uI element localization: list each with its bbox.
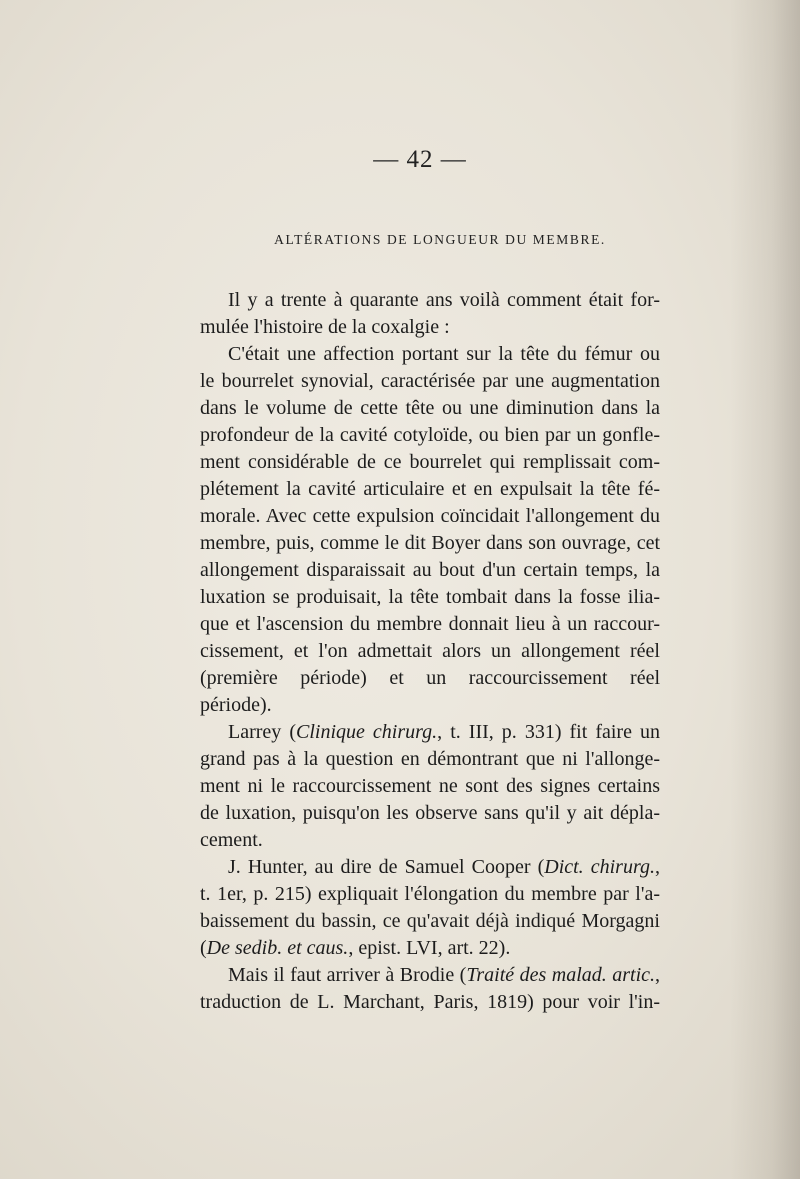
citation-title: De sedib. et caus. — [206, 937, 349, 959]
text-line: (première période) et un raccourcissement réel — [200, 667, 660, 689]
text-fragment: , — [655, 964, 660, 986]
text-line — [200, 719, 660, 746]
text-line: que et l'ascension du membre donnait lieu à un raccour- — [200, 613, 660, 635]
citation-title: Traité des malad. artic. — [466, 964, 656, 986]
citation-title: Clinique chirurg. — [295, 721, 438, 743]
text-line: ment considérable de ce bourrelet qui remplissait com- — [200, 451, 660, 473]
text-line — [200, 935, 660, 962]
text-line: cement. — [200, 829, 263, 851]
text-fragment: , — [655, 856, 660, 878]
text-line: mulée l'histoire de la coxalgie : — [200, 316, 450, 338]
text-line: Il y a trente à quarante ans voilà comment était for- — [228, 289, 660, 311]
text-line: cissement, et l'on admettait alors un allongement réel — [200, 640, 660, 662]
text-line: profondeur de la cavité cotyloïde, ou bien par un gonfle- — [200, 424, 660, 446]
text-line: baissement du bassin, ce qu'avait déjà indiqué Morgagni — [200, 910, 660, 932]
text-line: t. 1er, p. 215) expliquait l'élongation du membre par l'a- — [200, 883, 660, 905]
section-heading: ALTÉRATIONS DE LONGUEUR DU MEMBRE. — [274, 232, 606, 247]
text-line: membre, puis, comme le dit Boyer dans son ouvrage, cet — [200, 532, 660, 554]
text-line — [200, 962, 660, 989]
text-line: dans le volume de cette tête ou une diminution dans la — [200, 397, 660, 419]
body-text — [200, 287, 660, 1016]
text-line — [200, 854, 660, 881]
text-line: de luxation, puisqu'on les observe sans qu'il y ait dépla- — [200, 802, 660, 824]
text-line: traduction de L. Marchant, Paris, 1819) pour voir l'in- — [200, 991, 660, 1013]
text-line: ment ni le raccourcissement ne sont des signes certains — [200, 775, 660, 797]
text-line: le bourrelet synovial, caractérisée par une augmentation — [200, 370, 660, 392]
text-line: C'était une affection portant sur la tête du fémur ou — [228, 343, 660, 365]
text-fragment: ( — [200, 937, 207, 959]
text-fragment: , epist. LVI, art. 22). — [348, 937, 511, 959]
text-fragment: Larrey ( — [228, 721, 296, 743]
text-line: allongement disparaissait au bout d'un certain temps, la — [200, 559, 660, 581]
text-fragment: , t. III, p. 331) fit faire un — [437, 721, 660, 743]
page-number: — 42 — — [373, 146, 467, 173]
text-line: luxation se produisait, la tête tombait dans la fosse ilia- — [200, 586, 660, 608]
text-fragment: J. Hunter, au dire de Samuel Cooper ( — [228, 856, 545, 878]
text-line: période). — [200, 694, 272, 716]
text-line: grand pas à la question en démontrant que ni l'allonge- — [200, 748, 660, 770]
text-fragment: Mais il faut arriver à Brodie ( — [228, 964, 467, 986]
citation-title: Dict. chirurg. — [544, 856, 655, 878]
page-edge-shadow — [730, 0, 800, 1179]
text-line: plétement la cavité articulaire et en expulsait la tête fé- — [200, 478, 660, 500]
text-line: morale. Avec cette expulsion coïncidait l'allongement du — [200, 505, 660, 527]
